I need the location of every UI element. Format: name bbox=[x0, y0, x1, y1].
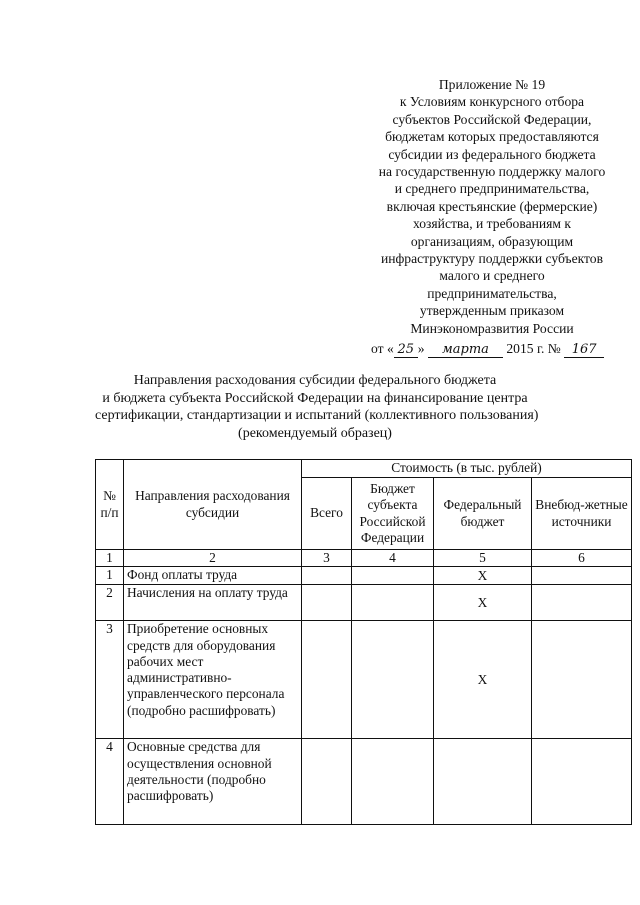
row-regional bbox=[352, 585, 434, 621]
table-row bbox=[96, 585, 632, 621]
appendix-line: организациям, образующим bbox=[410, 233, 574, 249]
order-quote: » bbox=[417, 341, 425, 356]
column-numbers-row bbox=[96, 550, 632, 567]
row-extra bbox=[532, 567, 632, 585]
appendix-line: субъектов Российской Федерации, bbox=[392, 111, 592, 127]
row-federal bbox=[434, 739, 532, 825]
row-federal: X bbox=[434, 621, 532, 739]
row-direction: Основные средства для осуществления основной деятельности (подробно расшифровать) bbox=[124, 739, 302, 825]
appendix-line: инфраструктуру поддержки субъектов bbox=[380, 251, 604, 267]
row-number: 1 bbox=[96, 567, 124, 585]
appendix-line: утвержденным приказом bbox=[419, 303, 565, 319]
row-total bbox=[302, 739, 352, 825]
header-regional-budget: Бюджет субъекта Российской Федерации bbox=[352, 478, 434, 550]
table-row bbox=[96, 567, 632, 585]
column-number: 1 bbox=[96, 550, 124, 567]
table-row bbox=[96, 739, 632, 825]
table-row bbox=[96, 621, 632, 739]
appendix-line: включая крестьянские (фермерские) bbox=[386, 198, 598, 214]
row-regional bbox=[352, 567, 434, 585]
header-direction: Направления расходования субсидии bbox=[124, 460, 302, 550]
appendix-line: Минэкономразвития России bbox=[410, 320, 574, 336]
header-federal-budget: Федеральный бюджет bbox=[434, 478, 532, 550]
appendix-line: на государственную поддержку малого bbox=[378, 164, 606, 180]
row-federal: X bbox=[434, 567, 532, 585]
row-direction: Начисления на оплату труда bbox=[124, 585, 302, 621]
appendix-line: малого и среднего bbox=[439, 268, 545, 284]
column-number: 5 bbox=[434, 550, 532, 567]
header-num: № п/п bbox=[96, 460, 124, 550]
order-day-handwritten: 25 bbox=[394, 343, 418, 358]
header-extrabudgetary: Внебюд-жетные источники bbox=[532, 478, 632, 550]
order-reference bbox=[371, 340, 631, 358]
title-line: и бюджета субъекта Российской Федерации на финансирование центра bbox=[102, 390, 528, 406]
appendix-line: предпринимательства, bbox=[427, 285, 557, 301]
title-line: Направления расходования субсидии федерального бюджета bbox=[133, 373, 497, 388]
order-prefix: от « bbox=[371, 341, 394, 356]
appendix-header bbox=[358, 76, 626, 337]
row-extra bbox=[532, 585, 632, 621]
row-number: 2 bbox=[96, 585, 124, 621]
row-federal: X bbox=[434, 585, 532, 621]
order-number-handwritten: 167 bbox=[564, 343, 604, 358]
title-line: сертификации, стандартизации и испытаний (коллективного пользования) bbox=[95, 408, 539, 424]
row-number: 3 bbox=[96, 621, 124, 739]
appendix-line: Приложение № 19 bbox=[438, 77, 546, 92]
row-total bbox=[302, 621, 352, 739]
column-number: 3 bbox=[302, 550, 352, 567]
row-total bbox=[302, 585, 352, 621]
appendix-line: и среднего предпринимательства, bbox=[394, 181, 590, 197]
title-line: (рекомендуемый образец) bbox=[238, 425, 392, 441]
appendix-line: к Условиям конкурсного отбора bbox=[399, 94, 585, 110]
order-year: 2015 г. № bbox=[506, 341, 561, 356]
row-regional bbox=[352, 739, 434, 825]
column-number: 2 bbox=[124, 550, 302, 567]
appendix-line: субсидии из федерального бюджета bbox=[388, 146, 596, 162]
expenses-table bbox=[95, 459, 632, 825]
appendix-line: бюджетам которых предоставляются bbox=[385, 129, 599, 145]
order-month-handwritten: марта bbox=[428, 343, 503, 358]
row-extra bbox=[532, 621, 632, 739]
row-extra bbox=[532, 739, 632, 825]
row-number: 4 bbox=[96, 739, 124, 825]
appendix-line: хозяйства, и требованиям к bbox=[412, 216, 572, 232]
header-cost-group: Стоимость (в тыс. рублей) bbox=[302, 460, 632, 478]
document-title bbox=[95, 372, 539, 442]
column-number: 4 bbox=[352, 550, 434, 567]
row-direction: Фонд оплаты труда bbox=[124, 567, 302, 585]
row-total bbox=[302, 567, 352, 585]
row-regional bbox=[352, 621, 434, 739]
row-direction: Приобретение основных средств для оборудования рабочих мест административно-управленческого персонала (подробно расшифровать) bbox=[124, 621, 302, 739]
header-total: Всего bbox=[302, 478, 352, 550]
column-number: 6 bbox=[532, 550, 632, 567]
